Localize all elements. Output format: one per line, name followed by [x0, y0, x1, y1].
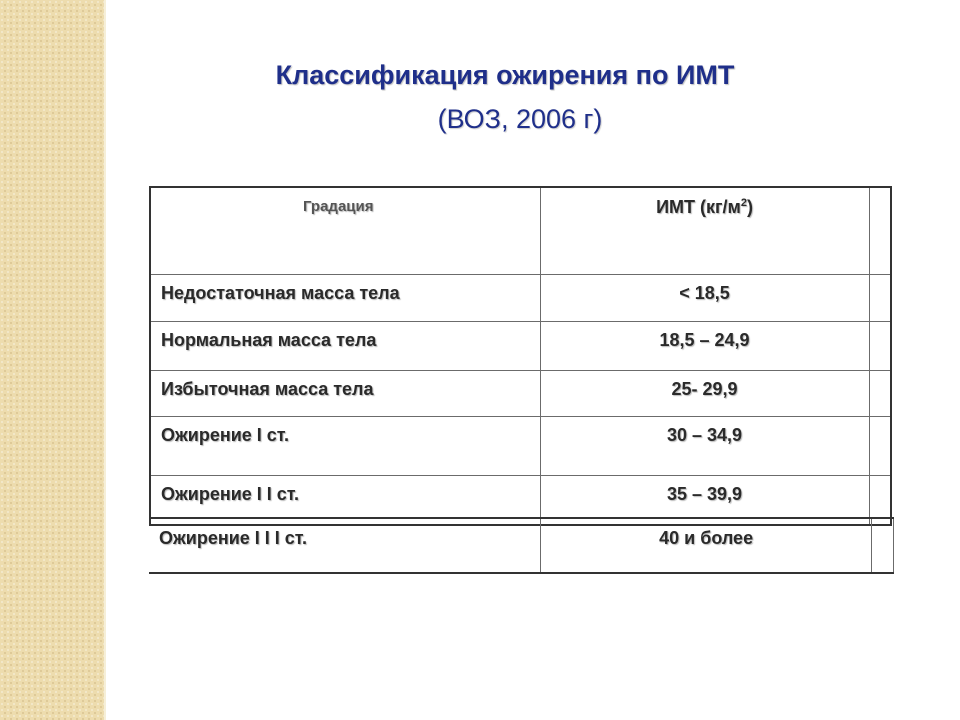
row-value: 40 и более — [541, 518, 872, 573]
header-bmi-prefix: ИМТ (кг/м — [656, 197, 741, 217]
row-label: Избыточная масса тела — [150, 371, 540, 417]
page-subtitle: (ВОЗ, 2006 г) — [437, 104, 603, 134]
empty-cell — [869, 371, 891, 417]
decorative-side-strip — [0, 0, 104, 720]
header-bmi — [540, 187, 869, 275]
header-gradation-text: Градация — [303, 198, 374, 215]
row-value: 18,5 – 24,9 — [540, 322, 869, 371]
header-bmi-sup: 2 — [740, 197, 747, 209]
table-header-row — [150, 187, 891, 275]
row-label: Ожирение I ст. — [150, 417, 540, 476]
table-row — [150, 371, 891, 417]
header-gradation — [150, 187, 540, 275]
empty-cell — [869, 187, 891, 275]
table-row — [150, 322, 891, 371]
empty-cell — [869, 417, 891, 476]
strip-edge — [104, 0, 106, 720]
header-bmi-suffix: ) — [746, 197, 753, 217]
empty-cell — [869, 322, 891, 371]
bmi-classification-table — [149, 186, 892, 526]
empty-cell — [869, 275, 891, 322]
row-value: 30 – 34,9 — [540, 417, 869, 476]
row-label: Нормальная масса тела — [150, 322, 540, 371]
table-row — [150, 275, 891, 322]
table-row — [149, 518, 894, 573]
page-title: Классификация ожирения по ИМТ — [275, 60, 735, 90]
obesity-grade-3-table — [149, 517, 894, 574]
row-value: < 18,5 — [540, 275, 869, 322]
empty-cell — [871, 518, 893, 573]
row-label: Недостаточная масса тела — [150, 275, 540, 322]
row-label: Ожирение I I ст. — [150, 476, 540, 526]
row-label: Ожирение I I I ст. — [149, 518, 541, 573]
table-row — [150, 417, 891, 476]
row-value: 35 – 39,9 — [540, 476, 869, 526]
row-value: 25- 29,9 — [540, 371, 869, 417]
